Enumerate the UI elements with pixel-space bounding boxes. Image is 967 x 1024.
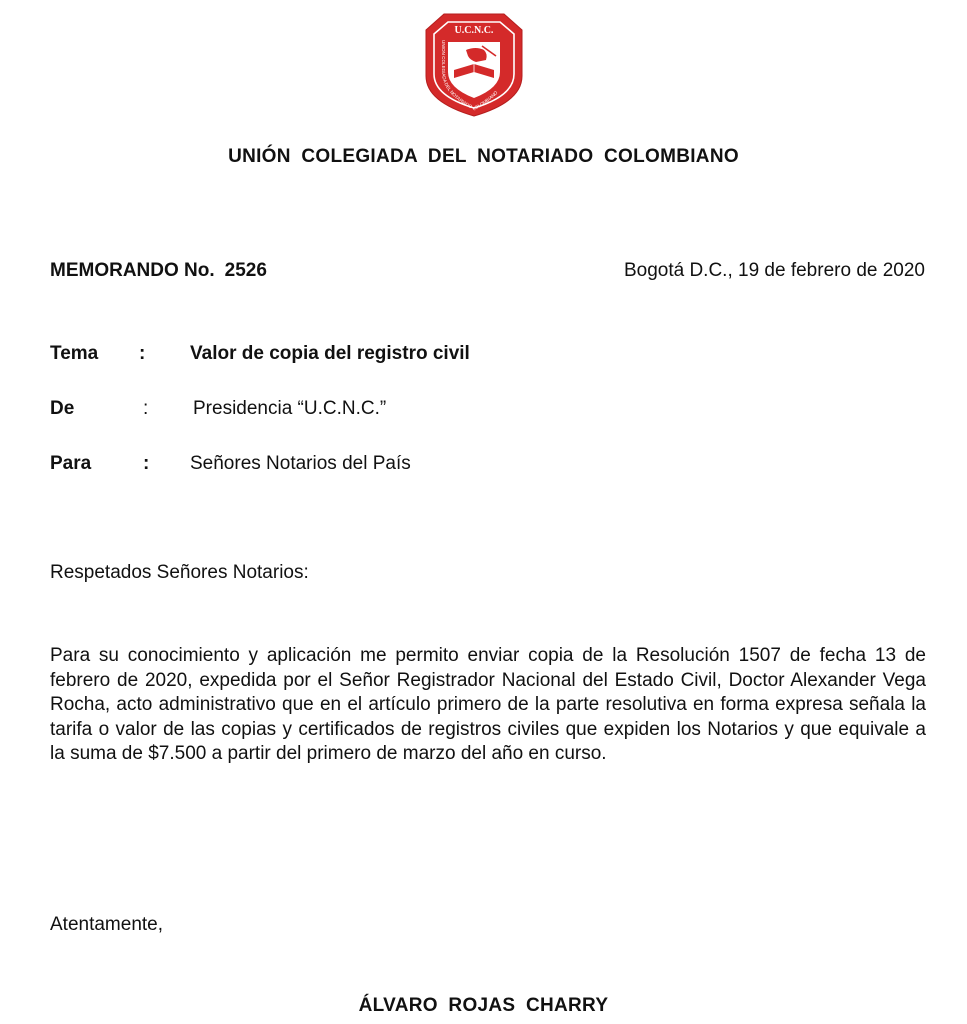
field-tema-value: Valor de copia del registro civil (190, 343, 470, 364)
closing: Atentamente, (50, 914, 164, 935)
body-paragraph: Para su conocimiento y aplicación me permito enviar copia de la Resolución 1507 de fecha 13 de febrero de 2020, expedida por el Señor Registrador Nacional del Estado Civil, Doctor Alexander Vega Rocha, acto administrativo que en el artículo primero de la parte resolutiva en forma expresa señala la tarifa o valor de las copias y certificados de registros civiles que expiden los Notarios y que equivale a la suma de $7.500 a partir del primero de marzo del año en curso. (50, 645, 926, 764)
ucnc-seal-logo (422, 10, 526, 118)
memo-label: MEMORANDO No. (50, 260, 215, 281)
field-para-value: Señores Notarios del País (190, 453, 411, 474)
memo-number-line (50, 260, 267, 282)
field-de-label: De (50, 398, 75, 419)
seal-top-text: U.C.N.C. (454, 25, 494, 36)
field-tema-label: Tema (50, 343, 99, 364)
signer-name: ÁLVARO ROJAS CHARRY (358, 995, 609, 1016)
seal-ring-text: UNION COLEGIADA DEL NOTARIADO COLOMBIANO (440, 40, 499, 112)
field-para-colon: : (143, 453, 150, 474)
field-de-value: Presidencia “U.C.N.C.” (193, 398, 387, 419)
memo-number: 2526 (224, 260, 267, 281)
field-de-colon: : (143, 398, 149, 419)
field-para-label: Para (50, 453, 92, 474)
salutation: Respetados Señores Notarios: (50, 562, 309, 583)
field-tema-colon: : (139, 343, 146, 364)
memo-date: Bogotá D.C., 19 de febrero de 2020 (623, 260, 925, 281)
organization-name: UNIÓN COLEGIADA DEL NOTARIADO COLOMBIANO (228, 146, 739, 167)
